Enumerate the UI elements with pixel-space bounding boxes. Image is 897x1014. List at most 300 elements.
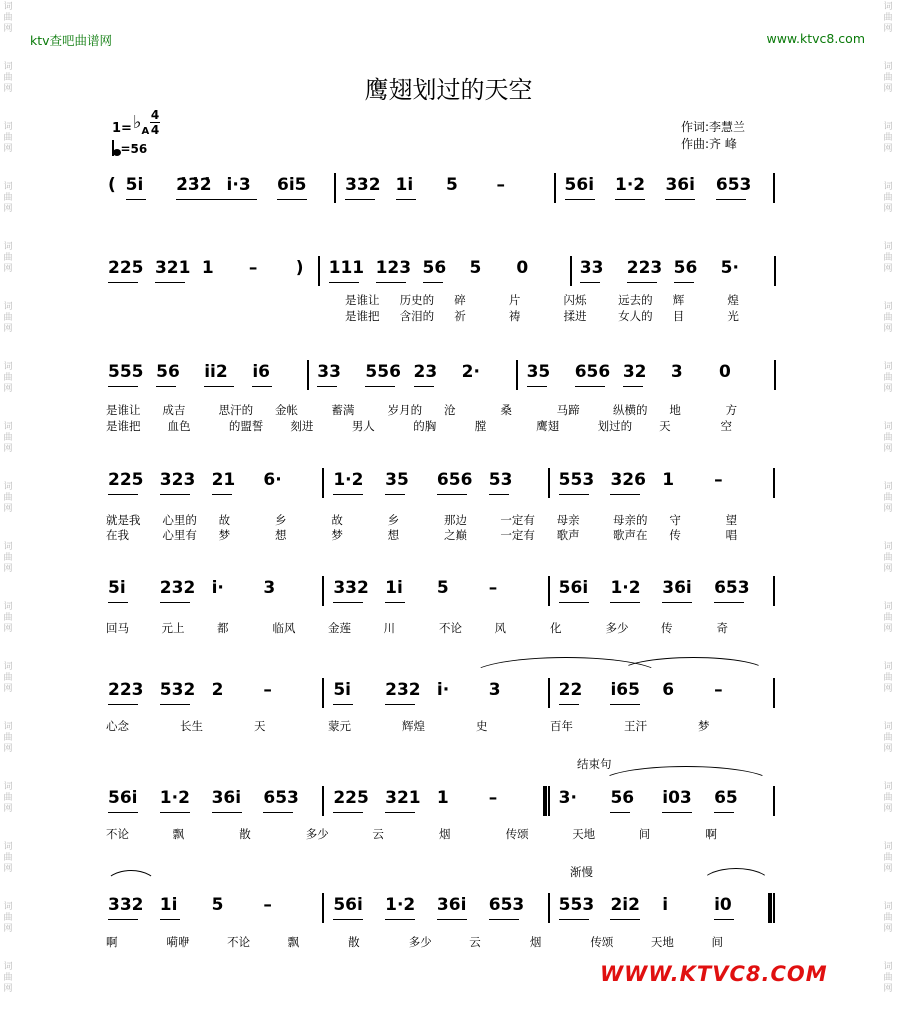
note-group: 2̇3̇2̇ bbox=[176, 175, 212, 195]
beam-underline bbox=[108, 704, 138, 705]
lyric-word: 心念 bbox=[106, 719, 129, 733]
note-group: 35 bbox=[385, 470, 409, 490]
side-watermark-char: 曲 bbox=[3, 313, 13, 323]
note-group: i6 bbox=[252, 362, 270, 382]
lyric-word: 烟 bbox=[439, 827, 451, 841]
lyric-word: 碎 bbox=[454, 293, 466, 307]
beam-underline bbox=[575, 386, 605, 387]
note-group: 653 bbox=[263, 788, 299, 808]
note-group: 0 bbox=[516, 258, 529, 278]
side-watermark-char: 词 bbox=[883, 2, 893, 12]
barline bbox=[774, 256, 776, 286]
note-group: 332 bbox=[333, 578, 369, 598]
lyric-word: 金帐 bbox=[275, 403, 298, 417]
side-watermark-char: 词 bbox=[3, 602, 13, 612]
beam-underline bbox=[252, 386, 272, 387]
side-watermark-char: 网 bbox=[883, 624, 893, 634]
note-group: 36i bbox=[436, 895, 467, 915]
beam-underline bbox=[317, 386, 337, 387]
lyric-word: 闪烁 bbox=[563, 293, 587, 307]
side-watermark-char: 曲 bbox=[3, 253, 13, 263]
lyric-word: 梦 bbox=[331, 528, 343, 542]
note-group: 555 bbox=[108, 362, 144, 382]
note-group: 1i bbox=[159, 895, 178, 915]
barline bbox=[548, 678, 550, 708]
beam-underline bbox=[610, 704, 640, 705]
lyric-word: 祈 bbox=[454, 309, 466, 323]
side-watermark-char: 词 bbox=[883, 662, 893, 672]
note-group: 5 bbox=[436, 578, 449, 598]
lyric-word: 揉进 bbox=[563, 309, 587, 323]
lyric-word: 的胸 bbox=[413, 419, 437, 433]
lyric-word: 一定有 bbox=[500, 513, 535, 527]
final-barline bbox=[773, 893, 775, 923]
side-watermark-char: 曲 bbox=[883, 133, 893, 143]
left-watermark-column bbox=[2, 0, 14, 1014]
note-group: 553 bbox=[558, 895, 595, 915]
note-group: 1·2 bbox=[610, 578, 641, 598]
note-group: 56i bbox=[564, 175, 595, 195]
lyric-word: 不论 bbox=[106, 827, 129, 841]
note-group: 225 bbox=[108, 470, 144, 490]
side-watermark-char: 网 bbox=[3, 744, 13, 754]
quarter-note-icon bbox=[113, 149, 121, 156]
side-watermark-char: 网 bbox=[3, 924, 13, 934]
beam-underline bbox=[385, 704, 415, 705]
lyric-word: 蒙元 bbox=[328, 719, 351, 733]
note-group: 656 bbox=[436, 470, 473, 490]
lyric-word: 散 bbox=[348, 935, 360, 949]
lyric-word: 桑 bbox=[500, 403, 512, 417]
lyric-word: 唱 bbox=[725, 528, 738, 542]
side-watermark-char: 词 bbox=[883, 422, 893, 432]
beam-underline bbox=[263, 812, 293, 813]
lyric-word: 歌声 bbox=[556, 528, 580, 542]
side-watermark-char: 曲 bbox=[3, 973, 13, 983]
beam-underline bbox=[396, 199, 416, 200]
beam-underline bbox=[559, 704, 579, 705]
lyric-word: 云 bbox=[372, 827, 384, 841]
lyric-word: 故 bbox=[331, 513, 343, 527]
lyric-word: 乡 bbox=[387, 513, 400, 527]
lyric-word: 金莲 bbox=[328, 621, 351, 635]
side-watermark-char: 词 bbox=[883, 242, 893, 252]
note-group: i bbox=[662, 895, 669, 915]
lyric-word: 心里有 bbox=[162, 528, 197, 542]
lyric-word: 母亲的 bbox=[613, 513, 648, 527]
note-group: i· bbox=[436, 680, 450, 700]
side-watermark-char: 词 bbox=[3, 842, 13, 852]
side-watermark-char: 曲 bbox=[883, 493, 893, 503]
beam-underline bbox=[108, 282, 138, 283]
beam-underline bbox=[212, 812, 242, 813]
right-site-label: www.ktvc8.com bbox=[766, 31, 865, 46]
side-watermark-char: 词 bbox=[3, 242, 13, 252]
lyric-word: 母亲 bbox=[556, 513, 580, 527]
barline bbox=[570, 256, 572, 286]
side-watermark-char: 词 bbox=[883, 842, 893, 852]
note-group: 6 bbox=[662, 680, 675, 700]
side-watermark-char: 曲 bbox=[883, 313, 893, 323]
note-group: 223 bbox=[108, 680, 144, 700]
beam-underline bbox=[580, 282, 600, 283]
beam-underline bbox=[108, 602, 128, 603]
side-watermark-char: 词 bbox=[883, 902, 893, 912]
lyric-word: 就是我 bbox=[106, 513, 141, 527]
side-watermark-char: 词 bbox=[883, 302, 893, 312]
barline bbox=[322, 468, 324, 498]
note-group: 5 bbox=[211, 895, 224, 915]
lyric-word: 多少 bbox=[605, 621, 629, 635]
lyric-word: 一定有 bbox=[500, 528, 535, 542]
note-group: 2 bbox=[211, 680, 224, 700]
side-watermark-char: 曲 bbox=[3, 493, 13, 503]
note-group: 36i bbox=[211, 788, 242, 808]
note-group: 6i5 bbox=[277, 175, 307, 195]
beam-underline bbox=[610, 919, 640, 920]
side-watermark-char: 网 bbox=[883, 324, 893, 334]
side-watermark-char: 曲 bbox=[3, 373, 13, 383]
note-group: 232 bbox=[385, 680, 421, 700]
lyric-word: 歌声在 bbox=[613, 528, 648, 542]
lyric-word: 蓄满 bbox=[331, 403, 355, 417]
note-group: 23 bbox=[413, 362, 438, 382]
side-watermark-char: 词 bbox=[883, 482, 893, 492]
side-watermark-char: 词 bbox=[3, 2, 13, 12]
beam-underline bbox=[160, 602, 190, 603]
side-watermark-char: 词 bbox=[3, 422, 13, 432]
side-watermark-char: 曲 bbox=[3, 433, 13, 443]
beam-underline bbox=[126, 199, 146, 200]
ritardando-marker: 渐慢 bbox=[570, 865, 593, 879]
lyric-word: 历史的 bbox=[399, 293, 435, 307]
note-group: – bbox=[488, 578, 498, 598]
lyric-word: 思汗的 bbox=[218, 403, 254, 417]
side-watermark-char: 网 bbox=[883, 144, 893, 154]
lyric-word: 辉 bbox=[672, 293, 685, 307]
beam-underline bbox=[665, 199, 695, 200]
lyric-word: 岁月的 bbox=[387, 403, 423, 417]
note-group: 332 bbox=[108, 895, 144, 915]
beam-underline bbox=[437, 494, 467, 495]
note-group: i03 bbox=[662, 788, 692, 808]
lyric-word: 心里的 bbox=[162, 513, 197, 527]
lyricist: 作词:李慧兰 bbox=[681, 120, 746, 134]
lyric-word: 都 bbox=[217, 621, 229, 635]
side-watermark-char: 曲 bbox=[3, 613, 13, 623]
note-group: 56i bbox=[108, 788, 138, 808]
lyric-word: 散 bbox=[239, 827, 251, 841]
beam-underline bbox=[489, 919, 519, 920]
note-group: 5 bbox=[469, 258, 482, 278]
lyric-word: 王汗 bbox=[624, 719, 647, 733]
beam-underline bbox=[716, 199, 746, 200]
side-watermark-char: 词 bbox=[3, 122, 13, 132]
note-group: 35 bbox=[526, 362, 551, 382]
note-group: 321 bbox=[385, 788, 421, 808]
beam-underline bbox=[160, 812, 190, 813]
beam-underline bbox=[155, 282, 185, 283]
lyric-word: 划过的 bbox=[597, 419, 633, 433]
beam-underline bbox=[565, 199, 595, 200]
note-group: – bbox=[488, 788, 498, 808]
beam-underline bbox=[610, 812, 630, 813]
beam-underline bbox=[329, 282, 359, 283]
side-watermark-char: 曲 bbox=[3, 733, 13, 743]
side-watermark-char: 网 bbox=[883, 744, 893, 754]
beam-underline bbox=[376, 282, 406, 283]
side-watermark-char: 网 bbox=[883, 504, 893, 514]
beam-underline bbox=[333, 812, 363, 813]
note-group: 1·2 bbox=[333, 470, 364, 490]
tempo-marking: =56 bbox=[112, 140, 147, 156]
note-group: – bbox=[496, 175, 505, 195]
beam-underline bbox=[277, 199, 307, 200]
lyric-word: 梦 bbox=[218, 528, 231, 542]
lyric-word: 片 bbox=[508, 293, 521, 307]
beam-underline bbox=[559, 602, 589, 603]
right-watermark-column bbox=[882, 0, 894, 1014]
side-watermark-char: 词 bbox=[883, 542, 893, 552]
beam-underline bbox=[627, 282, 657, 283]
side-watermark-char: 网 bbox=[883, 264, 893, 274]
lyric-word: 的盟誓 bbox=[228, 419, 264, 433]
side-watermark-char: 曲 bbox=[883, 913, 893, 923]
beam-underline bbox=[108, 494, 138, 495]
side-watermark-char: 网 bbox=[3, 684, 13, 694]
side-watermark-char: 网 bbox=[3, 204, 13, 214]
side-watermark-char: 网 bbox=[883, 924, 893, 934]
barline bbox=[773, 468, 775, 498]
side-watermark-char: 词 bbox=[3, 962, 13, 972]
note-group: 56i bbox=[333, 895, 363, 915]
lyric-word: 是谁把 bbox=[345, 309, 380, 323]
note-group: 232 bbox=[159, 578, 196, 598]
lyric-word: 方 bbox=[725, 403, 738, 417]
lyric-word: 目 bbox=[672, 309, 685, 323]
lyric-word: 回马 bbox=[106, 621, 129, 635]
side-watermark-char: 词 bbox=[3, 62, 13, 72]
side-watermark-char: 曲 bbox=[3, 793, 13, 803]
lyric-word: 传 bbox=[661, 621, 673, 635]
lyric-word: 风 bbox=[494, 621, 506, 635]
slur bbox=[105, 870, 157, 885]
note-group: 225 bbox=[108, 258, 144, 278]
note-group: – bbox=[263, 895, 272, 915]
lyric-word: 是谁让 bbox=[345, 293, 380, 307]
lyric-word: 乡 bbox=[275, 513, 287, 527]
lyric-word: 天 bbox=[254, 719, 266, 733]
side-watermark-char: 曲 bbox=[3, 913, 13, 923]
barline bbox=[773, 786, 775, 816]
side-watermark-char: 词 bbox=[883, 782, 893, 792]
beam-underline bbox=[414, 386, 434, 387]
barline bbox=[334, 173, 336, 203]
lyric-word: 想 bbox=[387, 528, 400, 542]
beam-underline bbox=[437, 919, 467, 920]
song-title: 鹰翅划过的天空 bbox=[364, 76, 533, 104]
note-group: i· bbox=[211, 578, 224, 598]
note-group: i·3 bbox=[226, 175, 251, 195]
side-watermark-char: 词 bbox=[3, 782, 13, 792]
lyric-word: 纵横的 bbox=[613, 403, 648, 417]
barline bbox=[322, 678, 324, 708]
lyric-word: 间 bbox=[638, 827, 651, 841]
side-watermark-char: 网 bbox=[883, 984, 893, 994]
lyric-word: 成吉 bbox=[162, 403, 186, 417]
lyric-word: 光 bbox=[727, 309, 739, 323]
beam-underline bbox=[385, 494, 405, 495]
side-watermark-char: 网 bbox=[883, 864, 893, 874]
note-group: 5 bbox=[446, 175, 458, 195]
note-group: 56 bbox=[610, 788, 635, 808]
side-watermark-char: 网 bbox=[3, 84, 13, 94]
lyric-word: 传 bbox=[669, 528, 681, 542]
beam-underline bbox=[156, 386, 176, 387]
note-group: 6· bbox=[263, 470, 282, 490]
side-watermark-char: 网 bbox=[3, 804, 13, 814]
ending-slur bbox=[600, 766, 772, 783]
composer: 作曲:齐 峰 bbox=[681, 137, 737, 151]
lyric-word: 天地 bbox=[572, 827, 596, 841]
lyric-word: 膛 bbox=[474, 419, 487, 433]
lyric-word: 望 bbox=[725, 513, 738, 527]
note-group: 65 bbox=[714, 788, 738, 808]
note-group: 3 bbox=[670, 362, 683, 382]
note-group: 123 bbox=[375, 258, 412, 278]
note-group: 1i bbox=[385, 578, 403, 598]
barline bbox=[773, 678, 775, 708]
lyric-word: 想 bbox=[275, 528, 287, 542]
side-watermark-char: 曲 bbox=[3, 13, 13, 23]
side-watermark-char: 词 bbox=[883, 122, 893, 132]
beam-underline bbox=[345, 199, 375, 200]
beam-underline bbox=[333, 494, 363, 495]
side-watermark-char: 词 bbox=[883, 362, 893, 372]
lyric-word: 远去的 bbox=[618, 293, 653, 307]
barline-heavy bbox=[768, 893, 772, 923]
note-group: 326 bbox=[610, 470, 646, 490]
lyric-word: 男人 bbox=[351, 419, 375, 433]
beam-underline bbox=[108, 812, 138, 813]
lyric-word: 化 bbox=[550, 621, 562, 635]
side-watermark-char: 曲 bbox=[883, 73, 893, 83]
lyric-word: 奇 bbox=[716, 621, 728, 635]
note-group: 56 bbox=[156, 362, 180, 382]
beam-underline bbox=[385, 812, 415, 813]
side-watermark-char: 词 bbox=[3, 482, 13, 492]
lyric-word: 空 bbox=[720, 419, 733, 433]
note-group: 225 bbox=[333, 788, 369, 808]
beam-underline bbox=[559, 494, 589, 495]
lyric-word: 嗬咿 bbox=[166, 935, 190, 949]
side-watermark-char: 曲 bbox=[3, 853, 13, 863]
credits bbox=[681, 119, 745, 153]
lyric-word: 刻进 bbox=[290, 419, 314, 433]
note-group: 3· bbox=[558, 788, 577, 808]
lyric-word: 元上 bbox=[161, 621, 185, 635]
time-signature: 4 4 bbox=[150, 108, 160, 137]
side-watermark-char: 曲 bbox=[883, 733, 893, 743]
note-group: 32 bbox=[622, 362, 647, 382]
lyric-word: 啊 bbox=[106, 935, 118, 949]
beam-underline bbox=[615, 199, 645, 200]
lyric-word: 祷 bbox=[508, 309, 521, 323]
beam-underline bbox=[333, 919, 363, 920]
side-watermark-char: 网 bbox=[3, 24, 13, 34]
note-group: 5· bbox=[720, 258, 739, 278]
note-group: 332 bbox=[345, 175, 381, 195]
side-watermark-char: 曲 bbox=[883, 193, 893, 203]
side-watermark-char: 曲 bbox=[883, 973, 893, 983]
side-watermark-char: 网 bbox=[3, 264, 13, 274]
note-group: 656 bbox=[574, 362, 611, 382]
side-watermark-char: 网 bbox=[3, 444, 13, 454]
lyric-word: 不论 bbox=[227, 935, 251, 949]
lyric-word: 守 bbox=[669, 513, 681, 527]
side-watermark-char: 曲 bbox=[3, 673, 13, 683]
lyric-word: 沧 bbox=[444, 403, 456, 417]
note-group: 1·2 bbox=[385, 895, 416, 915]
note-group: 33 bbox=[579, 258, 604, 278]
note-group: 1i bbox=[395, 175, 414, 195]
side-watermark-char: 词 bbox=[883, 722, 893, 732]
footer-logo: WWW.KTVC8.COM bbox=[600, 962, 828, 986]
note-group: 5i bbox=[125, 175, 144, 195]
note-group: 653 bbox=[715, 175, 752, 195]
lyric-word: 史 bbox=[476, 719, 488, 733]
side-watermark-char: 曲 bbox=[883, 853, 893, 863]
note-group: 3 bbox=[263, 578, 276, 598]
beam-underline bbox=[527, 386, 547, 387]
lyric-word: 辉煌 bbox=[402, 719, 425, 733]
lyric-word: 血色 bbox=[167, 419, 191, 433]
side-watermark-char: 网 bbox=[3, 384, 13, 394]
slur bbox=[700, 868, 772, 885]
note-group: – bbox=[714, 680, 723, 700]
note-group: – bbox=[248, 258, 258, 278]
barline bbox=[774, 360, 776, 390]
side-watermark-char: 词 bbox=[883, 62, 893, 72]
note-group: i65 bbox=[610, 680, 640, 700]
note-group: 1 bbox=[662, 470, 675, 490]
side-watermark-char: 曲 bbox=[3, 73, 13, 83]
side-watermark-char: 曲 bbox=[883, 673, 893, 683]
side-watermark-char: 曲 bbox=[883, 553, 893, 563]
side-watermark-char: 网 bbox=[883, 804, 893, 814]
lyric-word: 天 bbox=[659, 419, 671, 433]
barline-heavy bbox=[543, 786, 547, 816]
note-group: 1·2 bbox=[159, 788, 190, 808]
lyric-word: 马蹄 bbox=[556, 403, 580, 417]
lyric-word: 在我 bbox=[106, 528, 129, 542]
note-group: 223 bbox=[626, 258, 663, 278]
note-group: – bbox=[714, 470, 723, 490]
lyric-word: 间 bbox=[711, 935, 723, 949]
side-watermark-char: 网 bbox=[3, 324, 13, 334]
barline bbox=[548, 893, 550, 923]
lyric-word: 啊 bbox=[705, 827, 717, 841]
lyric-word: 川 bbox=[383, 621, 395, 635]
side-watermark-char: 词 bbox=[3, 302, 13, 312]
note-group: 553 bbox=[558, 470, 595, 490]
side-watermark-char: 词 bbox=[883, 962, 893, 972]
barline bbox=[322, 576, 324, 606]
side-watermark-char: 曲 bbox=[883, 253, 893, 263]
side-watermark-char: 词 bbox=[3, 662, 13, 672]
note-group: – bbox=[263, 680, 272, 700]
note-group: i0 bbox=[714, 895, 732, 915]
